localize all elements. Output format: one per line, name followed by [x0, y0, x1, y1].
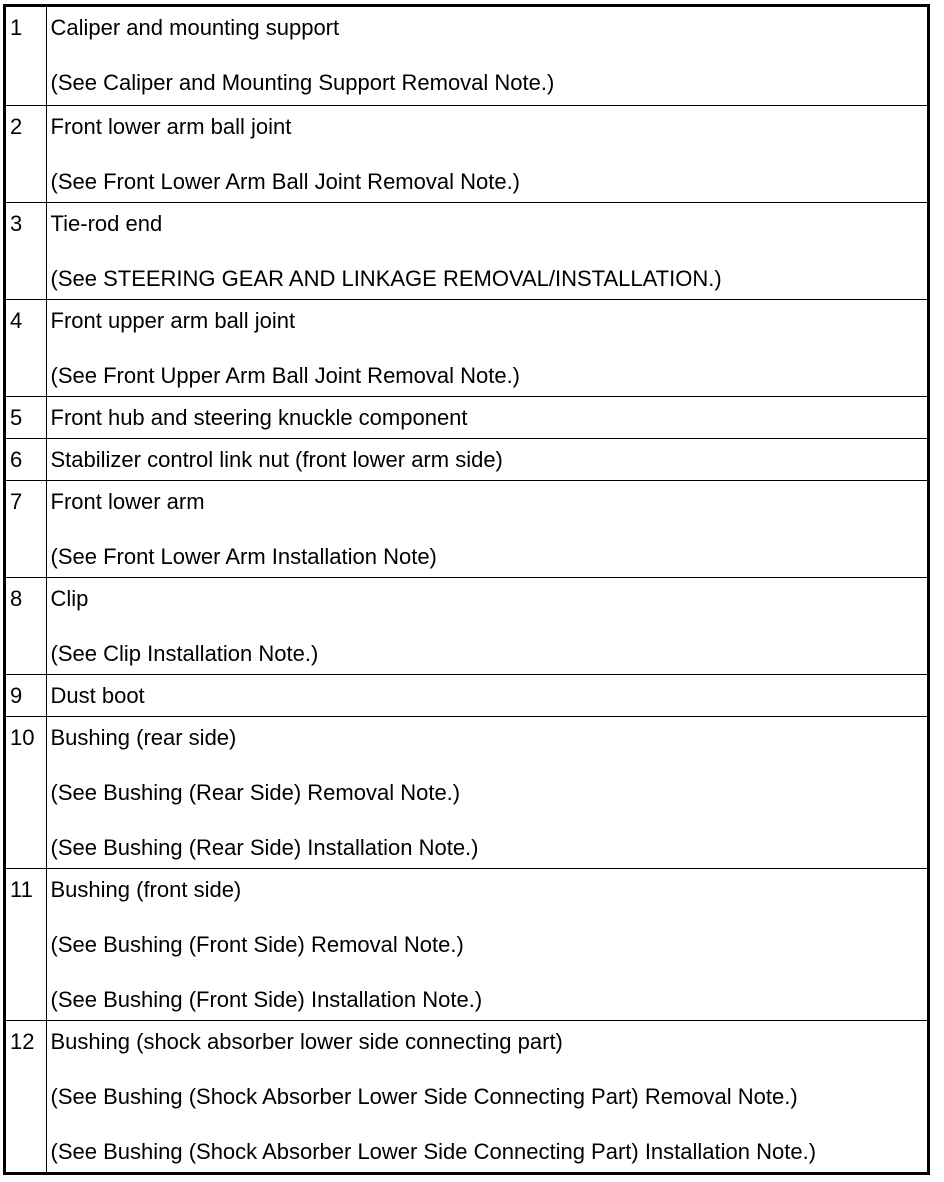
- table-row: [6, 480, 927, 577]
- item-number-cell: [6, 7, 46, 105]
- table-row: [6, 716, 927, 868]
- item-number: 11: [10, 876, 33, 902]
- item-number-cell: [6, 396, 46, 438]
- item-note: (See Bushing (Front Side) Installation Note.): [50, 986, 483, 1012]
- item-description-cell: [46, 868, 927, 1020]
- item-number: 7: [10, 488, 23, 514]
- item-number: 1: [10, 15, 23, 40]
- item-note: (See Bushing (Shock Absorber Lower Side Connecting Part) Installation Note.): [50, 1138, 817, 1164]
- item-description-cell: [46, 396, 927, 438]
- item-note: (See Front Upper Arm Ball Joint Removal Note.): [50, 362, 521, 388]
- item-name: Stabilizer control link nut (front lower arm side): [50, 446, 503, 472]
- item-note: (See Bushing (Rear Side) Removal Note.): [50, 779, 461, 805]
- item-name: Dust boot: [50, 682, 145, 708]
- table-row: [6, 1020, 927, 1172]
- item-description-cell: [46, 7, 927, 105]
- item-number: 4: [10, 307, 23, 333]
- item-name: Bushing (shock absorber lower side connecting part): [50, 1028, 563, 1054]
- item-number: 6: [10, 446, 23, 472]
- item-number-cell: [6, 480, 46, 577]
- table-row: [6, 202, 927, 299]
- item-number-cell: [6, 299, 46, 396]
- item-number-cell: [6, 1020, 46, 1172]
- table-row: [6, 105, 927, 202]
- item-description-cell: [46, 438, 927, 480]
- item-description-cell: [46, 480, 927, 577]
- item-number: 3: [10, 210, 23, 236]
- item-number: 8: [10, 585, 23, 611]
- item-description-cell: [46, 1020, 927, 1172]
- item-number-cell: [6, 577, 46, 674]
- item-description-cell: [46, 202, 927, 299]
- item-number-cell: [6, 438, 46, 480]
- item-number: 9: [10, 682, 23, 708]
- item-note: (See Bushing (Rear Side) Installation Note.): [50, 834, 479, 860]
- table-row: [6, 396, 927, 438]
- item-name: Front lower arm: [50, 488, 205, 514]
- table-row: [6, 7, 927, 105]
- parts-table-frame: [3, 4, 930, 1175]
- item-description-cell: [46, 105, 927, 202]
- item-description-cell: [46, 716, 927, 868]
- table-row: [6, 674, 927, 716]
- item-note: (See Front Lower Arm Ball Joint Removal Note.): [50, 168, 521, 194]
- item-number-cell: [6, 716, 46, 868]
- table-row: [6, 868, 927, 1020]
- item-note: (See STEERING GEAR AND LINKAGE REMOVAL/INSTALLATION.): [50, 265, 722, 291]
- item-name: Bushing (front side): [50, 876, 242, 902]
- item-name: Front lower arm ball joint: [50, 113, 292, 139]
- item-number: 10: [10, 724, 35, 750]
- item-note: (See Caliper and Mounting Support Removal Note.): [50, 70, 555, 95]
- item-number-cell: [6, 202, 46, 299]
- item-name: Tie-rod end: [50, 210, 163, 236]
- item-note: (See Bushing (Front Side) Removal Note.): [50, 931, 464, 957]
- item-name: Clip: [50, 585, 89, 611]
- item-description-cell: [46, 674, 927, 716]
- table-row: [6, 299, 927, 396]
- item-name: Caliper and mounting support: [50, 15, 340, 40]
- item-name: Front upper arm ball joint: [50, 307, 296, 333]
- item-number-cell: [6, 674, 46, 716]
- item-description-cell: [46, 577, 927, 674]
- table-row: [6, 577, 927, 674]
- table-row: [6, 438, 927, 480]
- item-name: Bushing (rear side): [50, 724, 237, 750]
- item-number: 2: [10, 113, 23, 139]
- item-number-cell: [6, 868, 46, 1020]
- item-note: (See Clip Installation Note.): [50, 640, 319, 666]
- parts-table: [6, 7, 927, 1172]
- item-number: 12: [10, 1028, 35, 1054]
- item-description-cell: [46, 299, 927, 396]
- item-name: Front hub and steering knuckle component: [50, 404, 468, 430]
- item-number: 5: [10, 404, 23, 430]
- item-note: (See Bushing (Shock Absorber Lower Side Connecting Part) Removal Note.): [50, 1083, 798, 1109]
- item-note: (See Front Lower Arm Installation Note): [50, 543, 437, 569]
- item-number-cell: [6, 105, 46, 202]
